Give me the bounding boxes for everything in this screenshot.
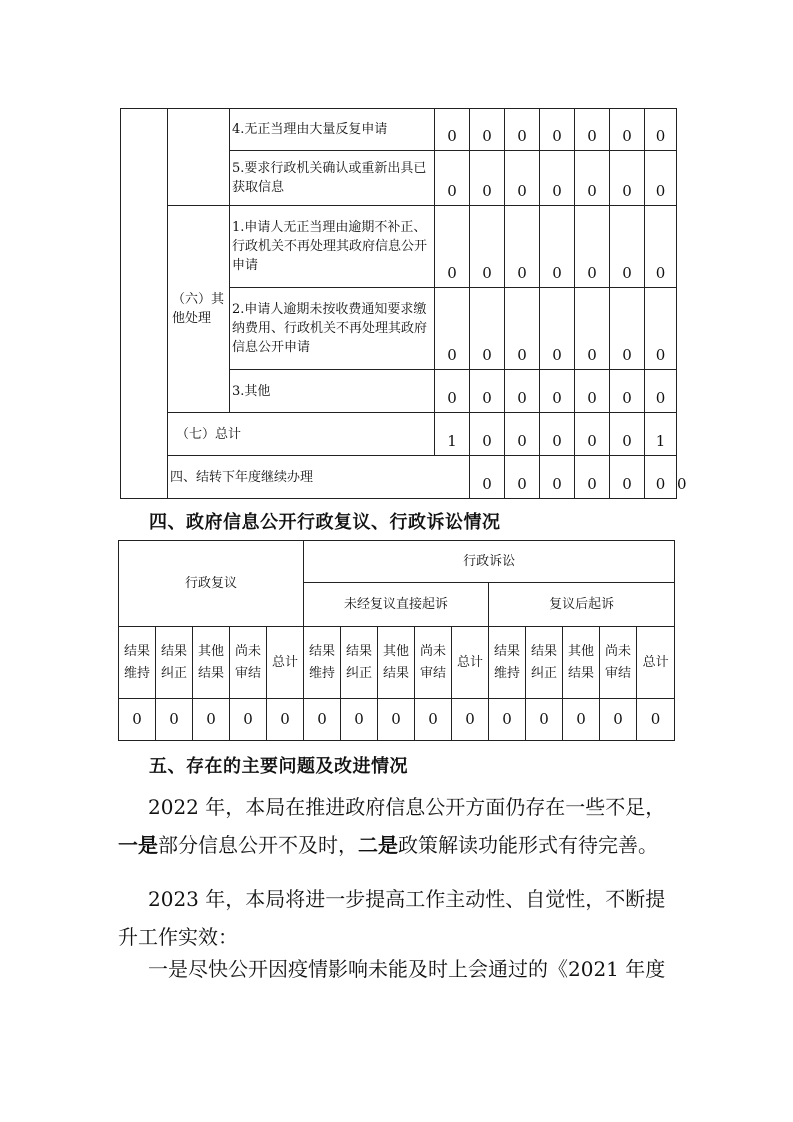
- value-cell: 1: [645, 413, 677, 456]
- value-cell: 0: [505, 206, 540, 288]
- emphasis-text: 二是: [358, 833, 398, 857]
- section-5-heading: 五、存在的主要问题及改进情况: [149, 756, 408, 777]
- carryover-label: 四、结转下年度继续办理: [168, 456, 470, 499]
- value-cell: 0: [505, 456, 540, 499]
- review-litigation-table: [118, 540, 675, 741]
- column-header: 其他结果: [193, 627, 230, 699]
- paragraph-problems: [118, 788, 678, 864]
- column-header: 其他结果: [378, 627, 415, 699]
- row-label: 1.申请人无正当理由逾期不补正、行政机关不再处理其政府信息公开申请: [230, 206, 435, 288]
- value-cell: 0: [645, 109, 677, 151]
- value-cell: 0: [645, 151, 677, 206]
- column-header: 结果纠正: [526, 627, 563, 699]
- value-cell: 0: [645, 288, 677, 370]
- column-header: 总计: [452, 627, 489, 699]
- emphasis-text: 一是: [118, 833, 158, 857]
- value-cell: 0: [575, 109, 610, 151]
- value-cell: 0: [600, 699, 637, 741]
- value-cell: 0: [505, 151, 540, 206]
- row-label: 4.无正当理由大量反复申请: [230, 109, 435, 151]
- value-cell: 0: [505, 109, 540, 151]
- row-label: 3.其他: [230, 370, 435, 413]
- value-cell: 0: [610, 413, 645, 456]
- blank-cell: [121, 109, 168, 499]
- value-cell: 0: [470, 288, 505, 370]
- table-row: [119, 627, 675, 699]
- paragraph-text: 2022 年，本局在推进政府信息公开方面仍存在一些不足，: [148, 795, 666, 819]
- value-cell: 0: [435, 206, 470, 288]
- value-cell: 0: [575, 370, 610, 413]
- value-cell: 0: [610, 151, 645, 206]
- value-cell: 0: [645, 206, 677, 288]
- value-cell: 0: [540, 413, 575, 456]
- value-cell: 0: [470, 413, 505, 456]
- row-label: 5.要求行政机关确认或重新出具已获取信息: [230, 151, 435, 206]
- value-cell: 0: [610, 370, 645, 413]
- table-row: [119, 699, 675, 741]
- table-row: [121, 206, 677, 288]
- value-cell: 0: [505, 413, 540, 456]
- value-cell: 0: [575, 151, 610, 206]
- value-cell: 0: [470, 109, 505, 151]
- value-cell: 0: [610, 288, 645, 370]
- litigation-header: 行政诉讼: [304, 541, 675, 583]
- value-cell: 0: [645, 456, 677, 499]
- value-cell: 0: [540, 206, 575, 288]
- paragraph-item-one: 一是尽快公开因疫情影响未能及时上会通过的《2021 年度: [148, 957, 666, 981]
- value-cell: 0: [505, 370, 540, 413]
- value-cell: 0: [304, 699, 341, 741]
- value-cell: 0: [435, 151, 470, 206]
- column-header: 结果纠正: [156, 627, 193, 699]
- value-cell: 0: [489, 699, 526, 741]
- value-cell: 0: [341, 699, 378, 741]
- column-header: 结果维持: [304, 627, 341, 699]
- value-cell: 0: [610, 206, 645, 288]
- application-handling-table: [120, 108, 687, 499]
- section-4-heading: 四、政府信息公开行政复议、行政诉讼情况: [149, 512, 501, 533]
- table-row: [121, 109, 677, 151]
- column-header: 其他结果: [563, 627, 600, 699]
- column-header: 尚未审结: [415, 627, 452, 699]
- value-cell: 0: [540, 109, 575, 151]
- value-cell: 0: [526, 699, 563, 741]
- column-header: 结果维持: [119, 627, 156, 699]
- value-cell: 0: [470, 206, 505, 288]
- paragraph-improvements: 2023 年，本局将进一步提高工作主动性、自觉性，不断提升工作实效：: [118, 887, 666, 949]
- category-label: （六）其他处理: [168, 206, 230, 413]
- table-row: 四、结转下年度继续办理 0 0 0 0 0 0 0: [121, 456, 677, 499]
- column-header: 结果纠正: [341, 627, 378, 699]
- value-cell: 0: [267, 699, 304, 741]
- value-cell: 0: [156, 699, 193, 741]
- value-cell: 0: [378, 699, 415, 741]
- paragraph-text: 政策解读功能形式有待完善。: [398, 833, 658, 857]
- value-cell: 0: [610, 456, 645, 499]
- direct-litigation-header: 未经复议直接起诉: [304, 583, 489, 627]
- column-header: 尚未审结: [230, 627, 267, 699]
- value-cell: 0: [193, 699, 230, 741]
- value-cell: 0: [575, 413, 610, 456]
- value-cell: 0: [119, 699, 156, 741]
- value-cell: 0: [575, 456, 610, 499]
- value-cell: 0: [505, 288, 540, 370]
- paragraph-text: 部分信息公开不及时，: [158, 833, 358, 857]
- value-cell: 0: [435, 288, 470, 370]
- blank-cell: [168, 109, 230, 206]
- review-header: 行政复议: [119, 541, 304, 627]
- value-cell: 0: [435, 109, 470, 151]
- value-cell: 0: [230, 699, 267, 741]
- value-cell: 0: [575, 206, 610, 288]
- column-header: 尚未审结: [600, 627, 637, 699]
- table-row: [121, 413, 677, 456]
- column-header: 结果维持: [489, 627, 526, 699]
- value-cell: 0: [540, 456, 575, 499]
- value-cell: 0: [540, 370, 575, 413]
- column-header: 总计: [637, 627, 675, 699]
- value-cell: 0: [563, 699, 600, 741]
- value-cell: 0: [540, 288, 575, 370]
- value-cell: 0: [470, 151, 505, 206]
- table-row: [119, 541, 675, 583]
- row-label: 2.申请人逾期未按收费通知要求缴纳费用、行政机关不再处理其政府信息公开申请: [230, 288, 435, 370]
- value-cell: 0: [470, 456, 505, 499]
- total-label: （七）总计: [168, 413, 435, 456]
- after-review-header: 复议后起诉: [489, 583, 675, 627]
- value-cell: 0: [452, 699, 489, 741]
- value-cell: 0: [575, 288, 610, 370]
- value-cell: 0: [415, 699, 452, 741]
- value-cell: 0: [645, 370, 677, 413]
- value-cell: 0: [637, 699, 675, 741]
- value-cell: 0: [470, 370, 505, 413]
- column-header: 总计: [267, 627, 304, 699]
- value-cell: 0: [435, 370, 470, 413]
- value-cell: 0: [540, 151, 575, 206]
- value-cell: 1: [435, 413, 470, 456]
- value-cell: 0: [610, 109, 645, 151]
